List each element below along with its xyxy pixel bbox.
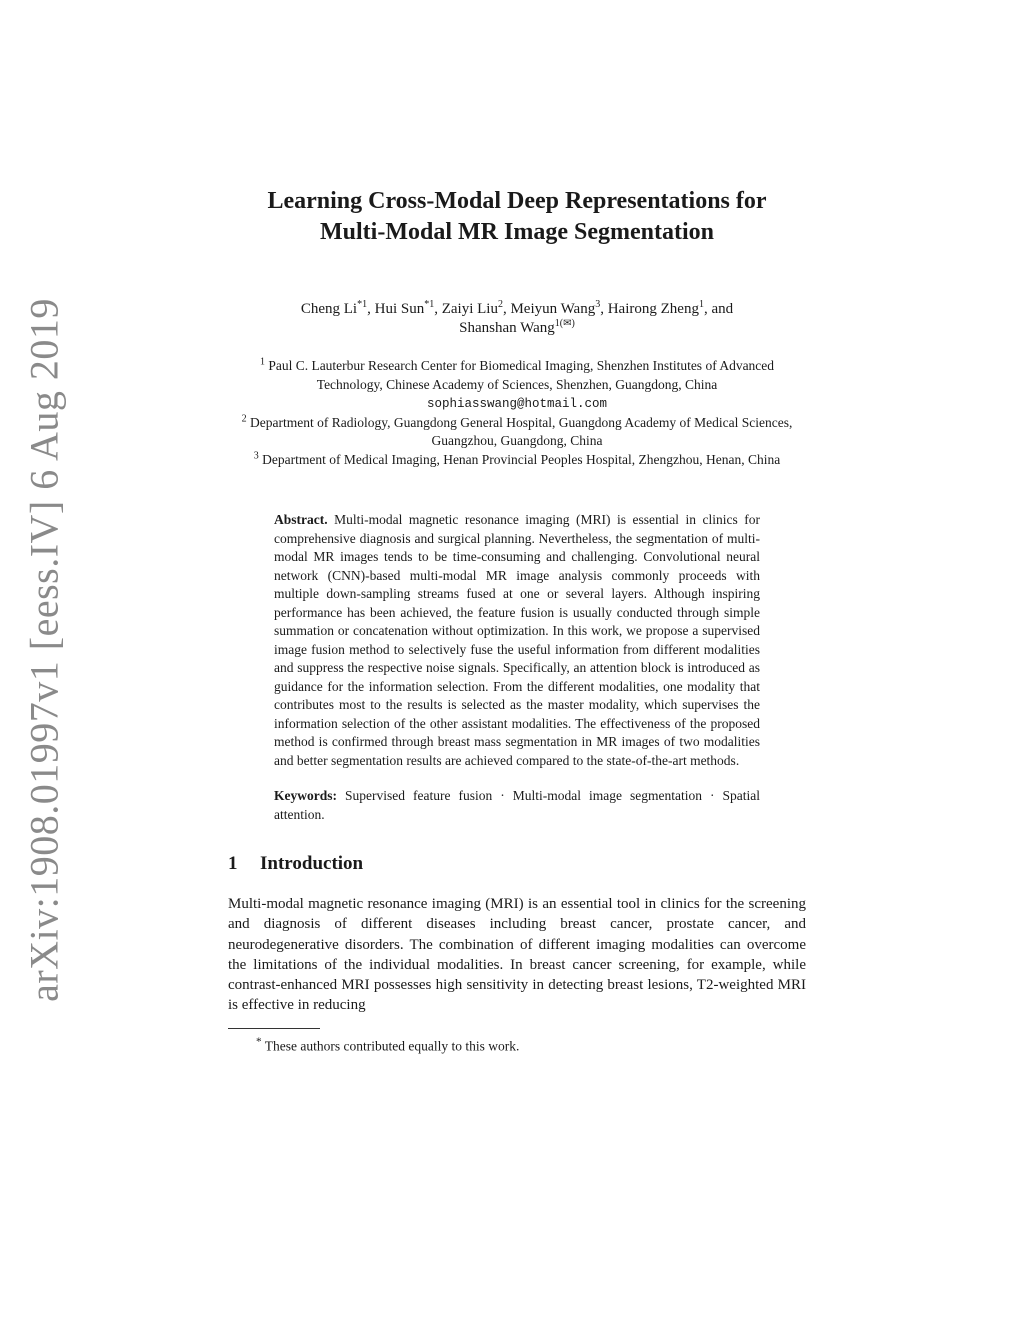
author-name: Hui Sun [374,301,425,317]
intro-paragraph: Multi-modal magnetic resonance imaging (MRI) is an essential tool in clinics for the screening and diagnosis of different diseases including breast cancer, prostate cancer, and neurodegenerative disorders. The combination of different imaging modalities can overcome the limitations of the individual modalities. In breast cancer screening, for example, while contrast-enhanced MRI possesses high sensitivity in detecting breast lesions, T2-weighted MRI is effective in reducing [228,896,806,1014]
affiliation-list [228,357,806,469]
author-affiliation-mark: *1 [424,299,435,310]
title-line-2: Multi-Modal MR Image Segmentation [320,219,714,245]
author-affiliation-mark: *1 [357,299,368,310]
author-name: Zaiyi Liu [441,301,498,317]
author-separator: , [600,301,608,317]
keywords-label: Keywords: [274,788,337,803]
affiliation-number: 2 [241,413,247,424]
affiliation-text: Paul C. Lauterbur Research Center for Biomedical Imaging, Shenzhen Institutes of Advanced Technology, Chinese Academy of Sciences, Shenzhen, Guangdong, China [268,358,775,392]
footnote-mark: * [256,1035,262,1048]
affiliation-text: Department of Medical Imaging, Henan Provincial Peoples Hospital, Zhengzhou, Henan, China [262,451,781,467]
author-separator: , and [703,301,734,317]
keywords [274,787,760,824]
footnote [228,1033,806,1056]
paper-title [228,186,806,248]
abstract [274,511,760,770]
author-affiliation-mark: 1 [698,299,704,310]
arxiv-identifier-stamp: arXiv:1908.01997v1 [eess.IV] 6 Aug 2019 [21,298,67,1002]
affiliation-text: Department of Radiology, Guangdong General Hospital, Guangdong Academy of Medical Sciences, Guangzhou, Guangdong, China [250,414,793,448]
title-line-1: Learning Cross-Modal Deep Representations for [267,188,767,214]
section-heading [228,852,806,876]
abstract-text: Multi-modal magnetic resonance imaging (MRI) is essential in clinics for comprehensive diagnosis and surgical planning. Nevertheless, the segmentation of multi-modal MR images tends to be time-consuming and challenging. Convolutional neural network (CNN)-based multi-modal MR image analysis commonly proceeds with multiple down-sampling streams fused at one or several layers. Although inspiring performance has been achieved, the feature fusion is usually conducted through simple summation or concatenation without optimization. In this work, we propose a supervised image fusion method to selectively fuse the useful information from different modalities and suppress the respective noise signals. Specifically, an attention block is introduced as guidance for the information selection. From the different modalities, one modality that contributes most to the results is selected as the master modality, which supervises the information selection of the other assistant modalities. The effectiveness of the proposed method is confirmed through breast mass segmentation in MR images of two modalities and better segmentation results are achieved compared to the state-of-the-art methods. [274,512,760,768]
section-number: 1 [228,853,238,874]
author-list [228,300,806,338]
author-affiliation-mark: 3 [595,299,601,310]
affiliation-number: 3 [253,450,259,461]
affiliation-email: sophiasswang@hotmail.com [426,397,608,411]
author-name: Hairong Zheng [607,301,699,317]
keywords-text: Supervised feature fusion · Multi-modal image segmentation · Spatial attention. [274,788,760,822]
section-title: Introduction [260,853,364,874]
affiliation-item [228,414,806,451]
affiliation-item [228,451,806,470]
author-name: Shanshan Wang [459,320,555,336]
paper-page [228,186,806,1055]
footnote-text: These authors contributed equally to this work. [264,1038,520,1054]
author-name: Meiyun Wang [510,301,596,317]
footnote-rule [228,1028,320,1029]
author-separator: , [502,301,511,317]
abstract-label: Abstract. [274,512,328,527]
author-separator: , [367,301,375,317]
affiliation-number: 1 [259,356,265,368]
author-affiliation-mark: 1(✉) [554,318,575,329]
author-affiliation-mark: 2 [497,299,503,310]
author-name: Cheng Li [300,301,358,317]
affiliation-item [228,357,806,414]
author-separator: , [434,301,442,317]
